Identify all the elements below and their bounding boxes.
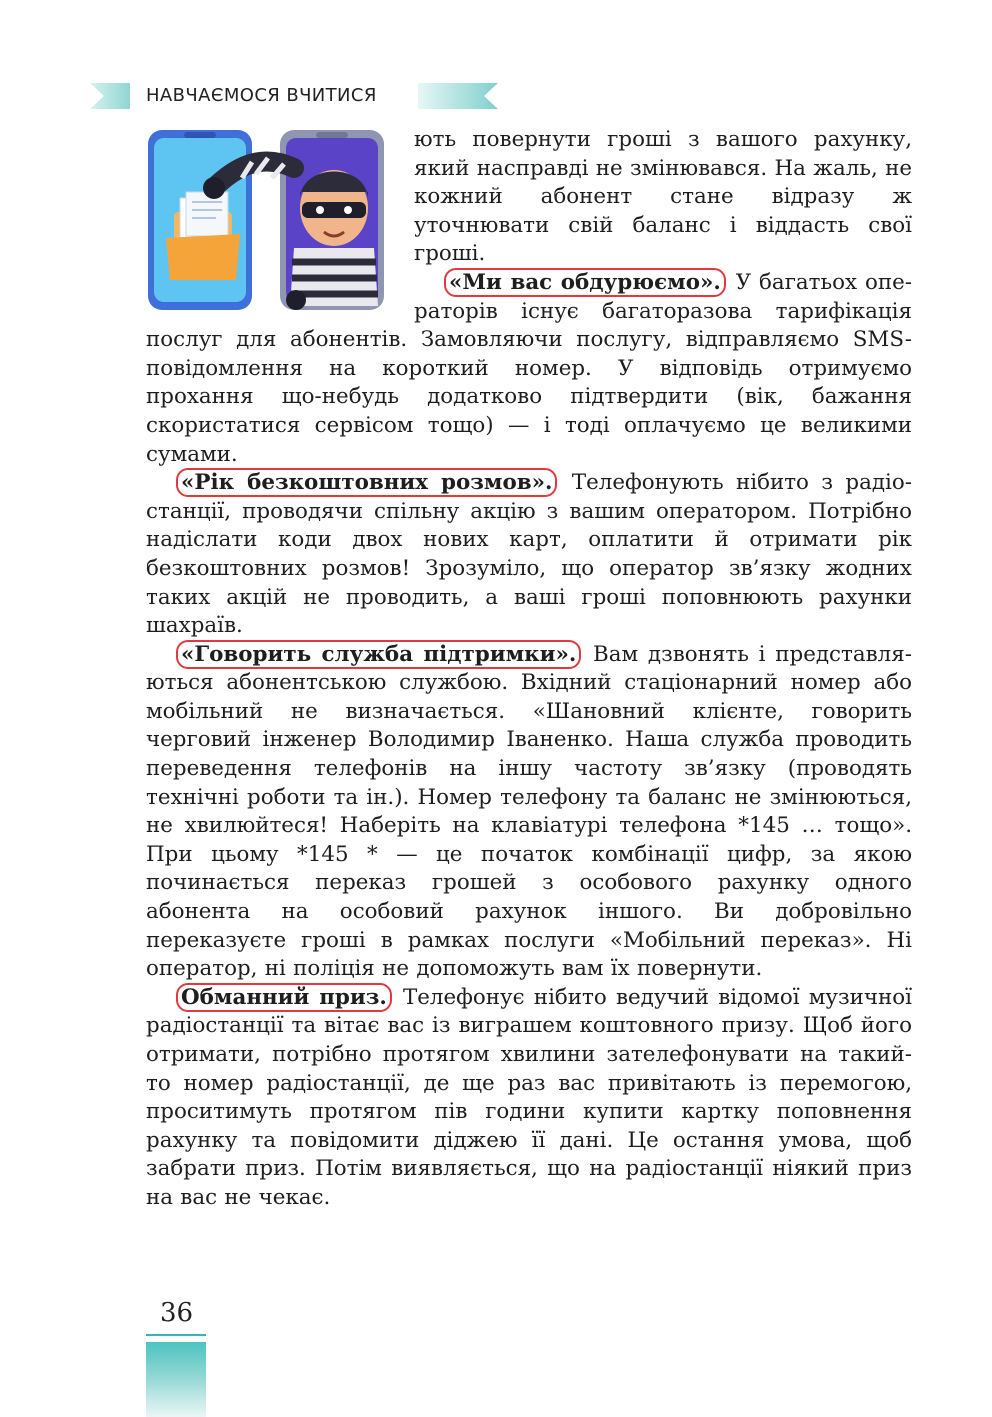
illustration-spacer: [146, 126, 414, 314]
paragraph-body: Телефонує нібито ведучий відомої музичної радіостанції та вітає вас із виграшем коштовного призу. Щоб його отримати, потрібно протягом хвилини зателефонувати на такий-то номер радіостанції, де ще раз вас привітають із перемогою, проситимуть протягом пів години купити картку поповнення рахунку та повідомити діджею її дані. Це остання умова, щоб забрати приз. Потім виявляється, що на радіостанції ніякий приз на вас не чекає.: [146, 984, 912, 1210]
highlight-term: «Рік безкоштовних розмов».: [176, 468, 557, 497]
header-band-left: [90, 83, 130, 109]
highlight-term: «Ми вас обдурюємо».: [444, 268, 726, 297]
highlight-term: Обманний приз.: [176, 983, 392, 1012]
header-band-right: [418, 83, 498, 109]
paragraph-free-calls: [146, 469, 912, 641]
paragraph-continuation: ють повернути гроші з вашого рахунку, який насправді не змінювався. На жаль, не кожний абонент стане відразу ж уточнювати свій баланс і віддасть свої гроші.: [414, 127, 912, 267]
paragraph-body: У багатьох операторів існує багаторазова тарифікація послуг для абонентів. Замовляючи послугу, відправляємо SMS-повідомлення на короткий номер. У відповідь отримуємо прохання що-небудь додатково підтвердити (вік, бажання скористатися сервісом тощо) — і тоді оплачуємо це великими сумами.: [146, 269, 912, 467]
page-number-block: [146, 1342, 206, 1417]
paragraph-body: Телефонують нібито з радіостанції, проводячи спільну акцію з вашим оператором. Потрібно надіслати коди двох нових карт, оплатити й отримати рік безкоштовних розмов! Зрозуміло, що оператор зв’язку жодних таких акцій не проводить, а ваші гроші поповнюють рахунки шахраїв.: [146, 470, 912, 639]
paragraph-body: Вам дзвонять і представляються абонентською службою. Вхідний стаціонарний номер або мобільний не визначається. «Шановний клієнте, говорить черговий інженер Володимир Іваненко. Наша служба проводить переведення телефонів на іншу частоту зв’язку (проводять технічні роботи та ін.). Номер телефону та баланс не змінюються, не хвилюйтеся! Наберіть на клавіатурі телефона *145 … тощо». При цьому *145 * — це початок комбінації цифр, за якою починається переказ грошей з особового рахунку одного абонента на особовий рахунок іншого. Ви добровільно переказуєте гроші в рамках послуги «Мобільний переказ». Ні оператор, ні поліція не допоможуть вам їх повернути.: [146, 641, 912, 982]
paragraph-support-service: [146, 641, 912, 984]
highlight-term: «Говорить служба підтримки».: [176, 640, 581, 669]
page-number-rule: [146, 1334, 206, 1336]
paragraph-fake-prize: [146, 984, 912, 1213]
body-text: [146, 126, 912, 1213]
running-header: [0, 82, 992, 110]
header-title: НАВЧАЄМОСЯ ВЧИТИСЯ: [146, 85, 377, 106]
page-number: 36: [160, 1298, 194, 1328]
